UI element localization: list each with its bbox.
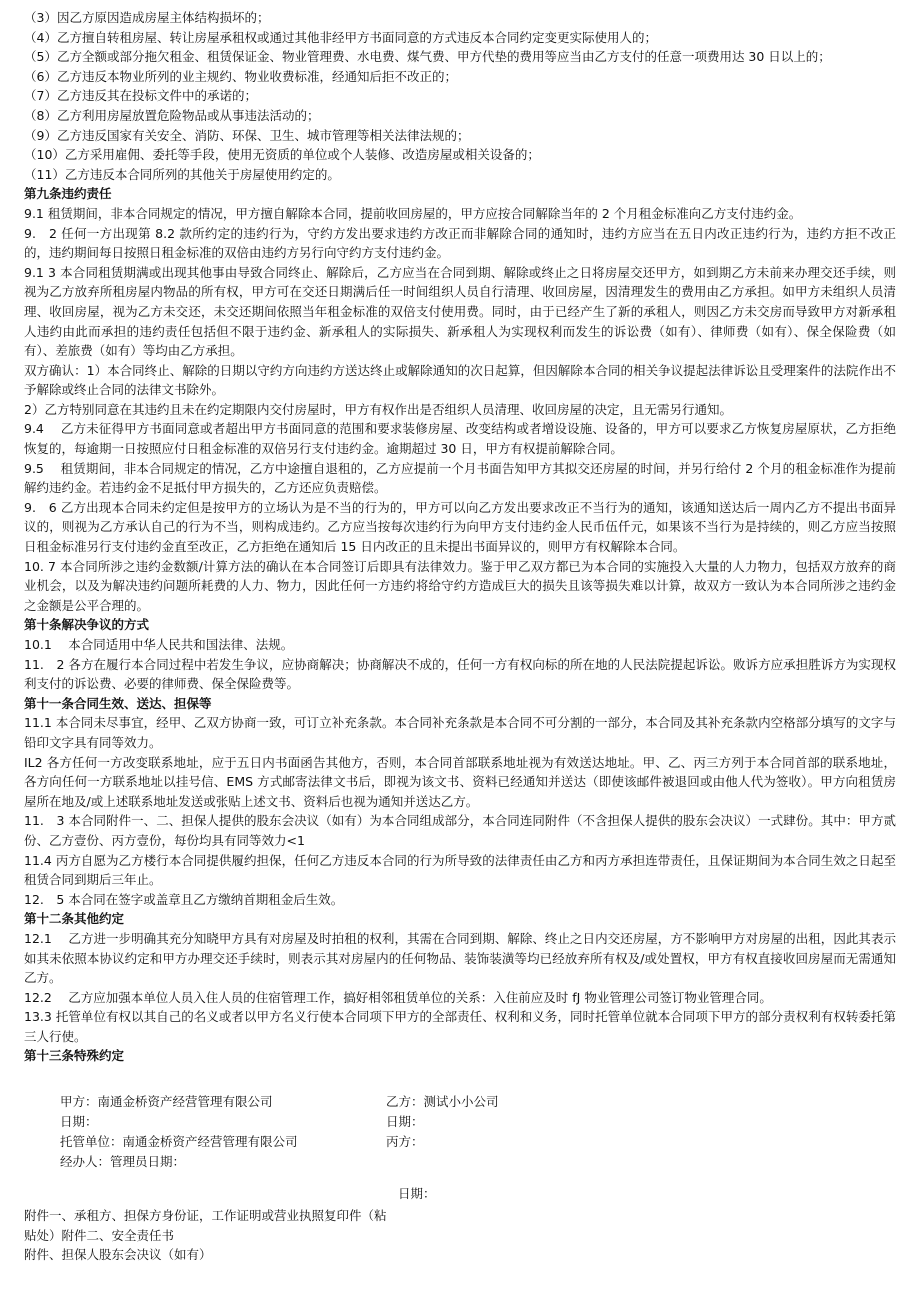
- clause-paragraph: 9. 6 乙方出现本合同未约定但是按甲方的立场认为是不当的行为的，甲方可以向乙方发出要求改正不当行为的通知，该通知送达后一周内乙方不提出书面异议的，则视为乙方承认自己的行为不当，则构成违约。乙方应当按每次违约行为向甲方支付违约金人民币伍仟元，如果该不当行为是持续的，则乙方应当按照日租金标准另行支付违约金直至改正，乙方拒绝在通知后 15 日内改正的且未提出书面异议的，则甲方有权解除本合同。: [24, 499, 896, 555]
- party-c-date: 日期：: [398, 1186, 436, 1202]
- clause-paragraph: 9.4 乙方未征得甲方书面同意或者超出甲方书面同意的范围和要求装修房屋、改变结构或者增设设施、设备的，甲方可以要求乙方恢复房屋原状，乙方拒绝恢复的，每逾期一日按照应付日租金标准的双倍另行支付违约金。逾期超过 30 日，甲方有权提前解除合同。: [24, 421, 896, 457]
- clause-paragraph: 13.3 托管单位有权以其自己的名义或者以甲方名义行使本合同项下甲方的全部责任、权利和义务，同时托管单位就本合同项下甲方的部分责权利有权转委托第三人行使。: [24, 1009, 896, 1044]
- breach-conditions-list: [24, 8, 896, 184]
- list-item: （3）因乙方原因造成房屋主体结构损坏的；: [24, 10, 270, 25]
- article-12-heading: 第十二条其他约定: [24, 911, 125, 927]
- clause-paragraph: 11. 2 各方在履行本合同过程中若发生争议，应协商解决；协商解决不成的，任何一方有权向标的所在地的人民法院提起诉讼。败诉方应承担胜诉方为实现权利支付的诉讼费、必要的律师费、保全保险费等。: [24, 656, 896, 692]
- list-item: （6）乙方违反本物业所列的业主规约、物业收费标准，经通知后拒不改正的；: [24, 68, 457, 84]
- handler-date: 经办人：管理员日期：: [60, 1154, 186, 1170]
- clause-paragraph: 12.1 乙方进一步明确其充分知晓甲方具有对房屋及时拍租的权利，其需在合同到期、解除、终止之日内交还房屋，方不影响甲方对房屋的出租，因此其表示如其未依照本协议约定和甲方办理交还手续时，则表示其对房屋内的任何物品、装饰装潢等均已经放弃所有权及/或处置权，甲方有权直接收回房屋而无需通知乙方。: [24, 930, 896, 986]
- clause-paragraph: IL2 各方任何一方改变联系地址，应于五日内书面函告其他方，否则，本合同首部联系地址视为有效送达地址。甲、乙、丙三方列于本合同首部的联系地址，各方向任何一方联系地址以挂号信、EMS 方式邮寄法律文书后，即视为该文书、资料已经通知并送达（即使该邮件被退回或由他人代为签收）。甲方向租赁房屋所在地及/或上述联系地址发送或张贴上述文书、资料后也视为通知并送达乙方。: [24, 754, 896, 809]
- article-11-heading: 第十一条合同生效、送达、担保等: [24, 695, 212, 711]
- article-11-body: [24, 713, 896, 909]
- attachments-last: 附件、担保人股东会决议（如有）: [24, 1247, 212, 1263]
- clause-paragraph: 9.5 租赁期间，非本合同规定的情况，乙方中途擅自退租的，乙方应提前一个月书面告知甲方其拟交还房屋的时间，并另行给付 2 个月的租金标准作为提前解约违约金。若违约金不足抵付甲方损失的，乙方还应负责赔偿。: [24, 460, 896, 496]
- clause-paragraph: 11. 3 本合同附件一、二、担保人提供的股东会决议（如有）为本合同组成部分，本合同连同附件（不含担保人提供的股东会决议）一式肆份。其中：甲方贰份、乙方壹份、丙方壹份，每份均具有同等效力<1: [24, 813, 896, 848]
- article-9-heading: 第九条违约责任: [24, 186, 112, 202]
- clause-paragraph: 12. 5 本合同在签字或盖章且乙方缴纳首期租金后生效。: [24, 891, 344, 907]
- attachments-text: 附件一、承租方、担保方身份证，工作证明或营业执照复印件（粘贴处）附件二、安全责任书: [24, 1208, 387, 1243]
- list-item: （7）乙方违反其在投标文件中的承诺的；: [24, 88, 257, 104]
- party-b-date: 日期：: [386, 1114, 424, 1130]
- party-b-name: 乙方：测试小小公司: [386, 1094, 499, 1110]
- party-a-name: 甲方：南通金桥资产经营管理有限公司: [60, 1094, 273, 1110]
- party-c-name: 丙方：: [386, 1134, 424, 1150]
- signature-block: [24, 1072, 896, 1232]
- list-item: （4）乙方擅自转租房屋、转让房屋承租权或通过其他非经甲方书面同意的方式违反本合同约定变更实际使用人的；: [24, 29, 657, 45]
- contract-page: [24, 8, 896, 1265]
- clause-paragraph: 9. 2 任何一方出现第 8.2 款所约定的违约行为，守约方发出要求违约方改正而非解除合同的通知时，违约方应当在五日内改正违约行为，违约方拒不改正的，违约期间每日按照日租金标准的双倍由违约方另行向守约方支付违约金。: [24, 225, 896, 261]
- clause-paragraph: 9.1 租赁期间，非本合同规定的情况，甲方擅自解除本合同，提前收回房屋的，甲方应按合同解除当年的 2 个月租金标准向乙方支付违约金。: [24, 205, 802, 221]
- clause-paragraph: 12.2 乙方应加强本单位人员入住人员的住宿管理工作，搞好相邻租赁单位的关系：入住前应及时 fJ 物业管理公司签订物业管理合同。: [24, 989, 772, 1005]
- article-10-body: [24, 635, 896, 694]
- list-item: （11）乙方违反本合同所列的其他关于房屋使用约定的。: [24, 166, 340, 182]
- clause-paragraph: 11.4 丙方自愿为乙方楼行本合同提供履约担保，任何乙方违反本合同的行为所导致的法律责任由乙方和丙方承担连带责任，且保证期间为本合同生效之日起至租赁合同到期后三年止。: [24, 852, 896, 888]
- clause-paragraph: 10. 7 本合同所涉之违约金数额/计算方法的确认在本合同签订后即具有法律效力。鉴于甲乙双方都已为本合同的实施投入大量的人力物力，包括双方放弃的商业机会，以及为解决违约问题所耗费的人力、物力，因此任何一方违约将给守约方造成巨大的损失且该等损失难以计算，故双方一致认为本合同所涉之违约金之金额是公平合理的。: [24, 558, 896, 613]
- trustee-name: 托管单位：南通金桥资产经营管理有限公司: [60, 1134, 298, 1150]
- list-item: （10）乙方采用雇佣、委托等手段，使用无资质的单位或个人装修、改造房屋或相关设备的；: [24, 147, 540, 163]
- article-10-heading: 第十条解决争议的方式: [24, 617, 150, 633]
- clause-paragraph: 9.1 3 本合同租赁期满或出现其他事由导致合同终止、解除后，乙方应当在合同到期、解除或终止之日将房屋交还甲方，如到期乙方未前来办理交还手续，则视为乙方放弃所租房屋内物品的所有权，甲方可在交还日期满后任一时间组织人员自行清理、收回房屋，因清理发生的费用由乙方承担。如甲方未组织人员清理、收回房屋，视为乙方未交还，未交还期间依照当年租金标准的双倍支付使用费。同时，由于已经产生了新的承租人，则因乙方未交房而导致甲方对新承租人违约由此而承担的违约责任包括但不限于违约金、新承租人的实际损失、新承租人为实现权利而发生的诉讼费（如有）、律师费（如有）、保全保险费（如有）、差旅费（如有）等均由乙方承担。: [24, 264, 896, 359]
- list-item: （9）乙方违反国家有关安全、消防、环保、卫生、城市管理等相关法律法规的；: [24, 127, 470, 143]
- clause-paragraph: 2）乙方特别同意在其违约且未在约定期限内交付房屋时，甲方有权作出是否组织人员清理、收回房屋的决定，且无需另行通知。: [24, 401, 732, 417]
- clause-paragraph: 11.1 本合同未尽事宜，经甲、乙双方协商一致，可订立补充条款。本合同补充条款是本合同不可分割的一部分，本合同及其补充条款内空格部分填写的文字与铅印文字具有同等效力。: [24, 715, 896, 750]
- clause-paragraph: 10.1 本合同适用中华人民共和国法律、法规。: [24, 637, 294, 652]
- article-9-body: [24, 204, 896, 615]
- list-item: （8）乙方利用房屋放置危险物品或从事违法活动的；: [24, 107, 320, 123]
- list-item: （5）乙方全额或部分拖欠租金、租赁保证金、物业管理费、水电费、煤气费、甲方代垫的费用等应当由乙方支付的任意一项费用达 30 日以上的；: [24, 49, 831, 65]
- clause-paragraph: 双方确认：1）本合同终止、解除的日期以守约方向违约方送达终止或解除通知的次日起算，但因解除本合同的相关争议提起法律诉讼且受理案件的法院作出不予解除或终止合同的法律文书除外。: [24, 362, 896, 398]
- article-13-heading: 第十三条特殊约定: [24, 1048, 125, 1064]
- article-12-body: [24, 929, 896, 1047]
- party-a-date: 日期：: [60, 1114, 98, 1130]
